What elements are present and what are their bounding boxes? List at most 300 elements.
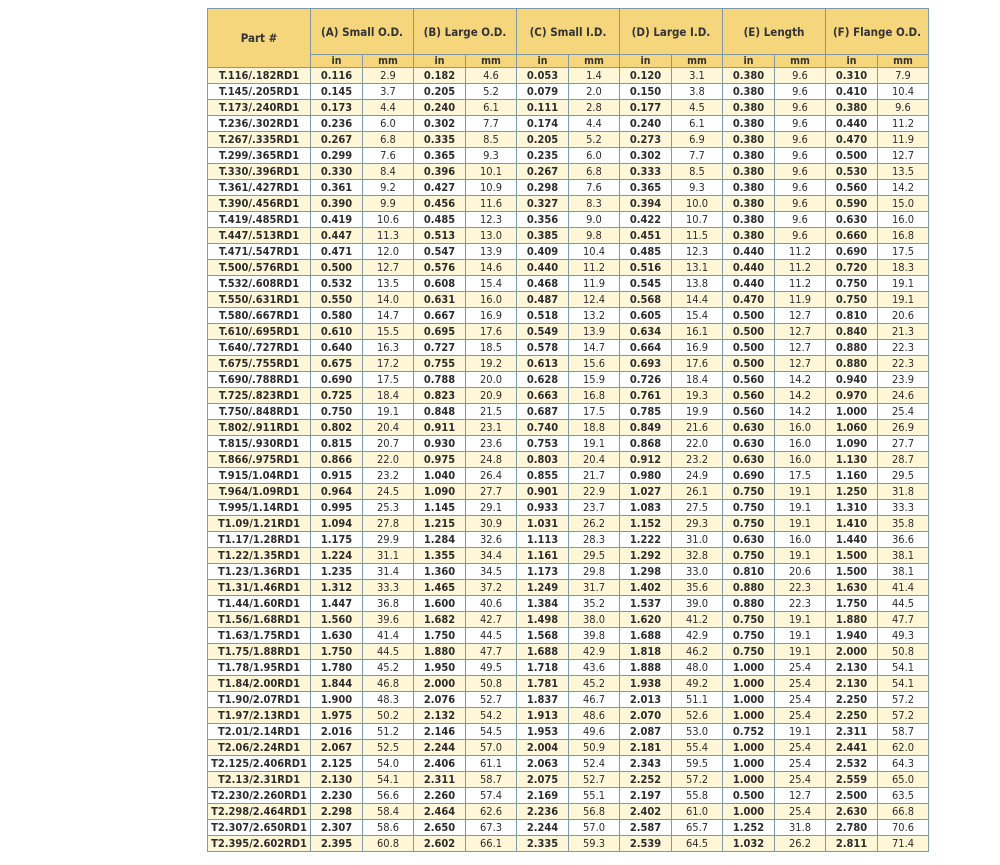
part-number-cell: T.236/.302RD1 bbox=[208, 116, 311, 132]
small-od-in-cell: 2.230 bbox=[311, 788, 363, 804]
small-od-in-cell: 2.298 bbox=[311, 804, 363, 820]
small-id-in-cell: 1.161 bbox=[517, 548, 569, 564]
large-od-in-cell: 0.302 bbox=[414, 116, 466, 132]
small-od-in-cell: 0.964 bbox=[311, 484, 363, 500]
small-od-mm-cell: 20.4 bbox=[363, 420, 414, 436]
small-od-mm-cell: 17.2 bbox=[363, 356, 414, 372]
part-number-cell: T1.84/2.00RD1 bbox=[208, 676, 311, 692]
part-number-cell: T.995/1.14RD1 bbox=[208, 500, 311, 516]
small-id-mm-cell: 15.9 bbox=[569, 372, 620, 388]
large-id-in-cell: 1.688 bbox=[620, 628, 672, 644]
large-id-in-cell: 2.587 bbox=[620, 820, 672, 836]
table-row bbox=[208, 788, 929, 804]
part-number-cell: T.145/.205RD1 bbox=[208, 84, 311, 100]
large-id-mm-cell: 59.5 bbox=[672, 756, 723, 772]
flange-od-in-cell: 2.130 bbox=[826, 660, 878, 676]
small-id-mm-cell: 52.4 bbox=[569, 756, 620, 772]
small-od-in-cell: 0.725 bbox=[311, 388, 363, 404]
table-row bbox=[208, 804, 929, 820]
flange-od-mm-cell: 16.8 bbox=[878, 228, 929, 244]
small-od-mm-cell: 31.1 bbox=[363, 548, 414, 564]
large-od-mm-cell: 7.7 bbox=[466, 116, 517, 132]
length-in-cell: 0.750 bbox=[723, 628, 775, 644]
length-in-cell: 1.000 bbox=[723, 692, 775, 708]
small-id-mm-cell: 7.6 bbox=[569, 180, 620, 196]
small-od-in-cell: 0.815 bbox=[311, 436, 363, 452]
flange-od-mm-cell: 10.4 bbox=[878, 84, 929, 100]
small-id-in-cell: 0.385 bbox=[517, 228, 569, 244]
flange-od-in-cell: 0.380 bbox=[826, 100, 878, 116]
small-od-in-cell: 1.630 bbox=[311, 628, 363, 644]
small-od-in-cell: 0.299 bbox=[311, 148, 363, 164]
length-mm-cell: 12.7 bbox=[775, 340, 826, 356]
length-mm-cell: 11.2 bbox=[775, 244, 826, 260]
large-od-mm-cell: 61.1 bbox=[466, 756, 517, 772]
large-id-in-cell: 1.152 bbox=[620, 516, 672, 532]
large-od-mm-cell: 12.3 bbox=[466, 212, 517, 228]
large-id-in-cell: 0.394 bbox=[620, 196, 672, 212]
small-od-in-cell: 0.750 bbox=[311, 404, 363, 420]
large-od-mm-cell: 13.9 bbox=[466, 244, 517, 260]
part-number-cell: T1.78/1.95RD1 bbox=[208, 660, 311, 676]
small-od-in-cell: 1.975 bbox=[311, 708, 363, 724]
small-od-in-cell: 0.550 bbox=[311, 292, 363, 308]
small-od-in-cell: 0.802 bbox=[311, 420, 363, 436]
small-od-in-cell: 2.395 bbox=[311, 836, 363, 852]
length-mm-cell: 20.6 bbox=[775, 564, 826, 580]
large-id-mm-cell: 42.9 bbox=[672, 628, 723, 644]
large-id-mm-cell: 48.0 bbox=[672, 660, 723, 676]
flange-od-in-cell: 2.811 bbox=[826, 836, 878, 852]
part-number-cell: T2.06/2.24RD1 bbox=[208, 740, 311, 756]
flange-od-mm-cell: 35.8 bbox=[878, 516, 929, 532]
small-id-mm-cell: 23.7 bbox=[569, 500, 620, 516]
length-in-cell: 0.630 bbox=[723, 532, 775, 548]
small-id-mm-cell: 6.0 bbox=[569, 148, 620, 164]
small-id-mm-cell: 59.3 bbox=[569, 836, 620, 852]
large-id-mm-cell: 27.5 bbox=[672, 500, 723, 516]
small-id-in-cell: 1.384 bbox=[517, 596, 569, 612]
length-in-cell: 1.252 bbox=[723, 820, 775, 836]
flange-od-in-cell: 1.440 bbox=[826, 532, 878, 548]
length-mm-cell: 19.1 bbox=[775, 628, 826, 644]
table-row bbox=[208, 644, 929, 660]
large-id-in-cell: 1.818 bbox=[620, 644, 672, 660]
large-id-mm-cell: 41.2 bbox=[672, 612, 723, 628]
length-mm-cell: 19.1 bbox=[775, 612, 826, 628]
large-od-in-cell: 0.975 bbox=[414, 452, 466, 468]
flange-od-mm-cell: 23.9 bbox=[878, 372, 929, 388]
length-mm-cell: 9.6 bbox=[775, 196, 826, 212]
length-mm-cell: 9.6 bbox=[775, 84, 826, 100]
large-od-mm-cell: 4.6 bbox=[466, 68, 517, 84]
small-od-mm-cell: 24.5 bbox=[363, 484, 414, 500]
large-od-in-cell: 0.335 bbox=[414, 132, 466, 148]
table-row bbox=[208, 340, 929, 356]
large-id-in-cell: 1.402 bbox=[620, 580, 672, 596]
small-id-mm-cell: 49.6 bbox=[569, 724, 620, 740]
large-od-mm-cell: 32.6 bbox=[466, 532, 517, 548]
small-id-in-cell: 2.169 bbox=[517, 788, 569, 804]
flange-od-in-cell: 2.532 bbox=[826, 756, 878, 772]
small-id-in-cell: 0.327 bbox=[517, 196, 569, 212]
small-id-mm-cell: 45.2 bbox=[569, 676, 620, 692]
small-od-in-cell: 0.500 bbox=[311, 260, 363, 276]
large-id-mm-cell: 52.6 bbox=[672, 708, 723, 724]
length-mm-cell: 14.2 bbox=[775, 404, 826, 420]
small-od-in-cell: 0.471 bbox=[311, 244, 363, 260]
flange-od-mm-cell: 18.3 bbox=[878, 260, 929, 276]
length-mm-cell: 19.1 bbox=[775, 516, 826, 532]
small-od-in-cell: 0.116 bbox=[311, 68, 363, 84]
length-mm-cell: 9.6 bbox=[775, 164, 826, 180]
flange-od-in-cell: 0.970 bbox=[826, 388, 878, 404]
large-id-in-cell: 0.664 bbox=[620, 340, 672, 356]
part-number-cell: T1.22/1.35RD1 bbox=[208, 548, 311, 564]
flange-od-mm-cell: 36.6 bbox=[878, 532, 929, 548]
length-in-cell: 0.380 bbox=[723, 228, 775, 244]
large-od-mm-cell: 47.7 bbox=[466, 644, 517, 660]
large-od-mm-cell: 10.9 bbox=[466, 180, 517, 196]
small-id-in-cell: 0.298 bbox=[517, 180, 569, 196]
length-in-cell: 0.500 bbox=[723, 340, 775, 356]
table-row bbox=[208, 100, 929, 116]
length-mm-cell: 19.1 bbox=[775, 644, 826, 660]
large-od-in-cell: 0.396 bbox=[414, 164, 466, 180]
table-row bbox=[208, 756, 929, 772]
table-row bbox=[208, 244, 929, 260]
large-id-in-cell: 2.070 bbox=[620, 708, 672, 724]
length-in-cell: 0.880 bbox=[723, 596, 775, 612]
large-id-mm-cell: 3.8 bbox=[672, 84, 723, 100]
large-od-mm-cell: 15.4 bbox=[466, 276, 517, 292]
header-part: Part # bbox=[208, 9, 311, 68]
large-id-in-cell: 1.083 bbox=[620, 500, 672, 516]
length-mm-cell: 9.6 bbox=[775, 148, 826, 164]
part-number-cell: T.116/.182RD1 bbox=[208, 68, 311, 84]
small-id-mm-cell: 21.7 bbox=[569, 468, 620, 484]
flange-od-mm-cell: 54.1 bbox=[878, 676, 929, 692]
length-mm-cell: 22.3 bbox=[775, 580, 826, 596]
large-od-in-cell: 0.576 bbox=[414, 260, 466, 276]
large-od-mm-cell: 16.0 bbox=[466, 292, 517, 308]
large-od-in-cell: 2.311 bbox=[414, 772, 466, 788]
large-od-mm-cell: 44.5 bbox=[466, 628, 517, 644]
small-id-in-cell: 0.079 bbox=[517, 84, 569, 100]
flange-od-in-cell: 1.410 bbox=[826, 516, 878, 532]
small-od-mm-cell: 11.3 bbox=[363, 228, 414, 244]
small-id-mm-cell: 48.6 bbox=[569, 708, 620, 724]
flange-od-in-cell: 0.500 bbox=[826, 148, 878, 164]
table-row bbox=[208, 708, 929, 724]
small-id-in-cell: 0.740 bbox=[517, 420, 569, 436]
flange-od-in-cell: 0.630 bbox=[826, 212, 878, 228]
small-od-mm-cell: 8.4 bbox=[363, 164, 414, 180]
small-id-in-cell: 1.173 bbox=[517, 564, 569, 580]
flange-od-in-cell: 0.590 bbox=[826, 196, 878, 212]
small-id-in-cell: 0.578 bbox=[517, 340, 569, 356]
part-number-cell: T.299/.365RD1 bbox=[208, 148, 311, 164]
small-id-in-cell: 1.498 bbox=[517, 612, 569, 628]
small-od-in-cell: 2.125 bbox=[311, 756, 363, 772]
length-mm-cell: 9.6 bbox=[775, 132, 826, 148]
length-in-cell: 0.810 bbox=[723, 564, 775, 580]
part-number-cell: T.500/.576RD1 bbox=[208, 260, 311, 276]
large-id-in-cell: 0.120 bbox=[620, 68, 672, 84]
flange-od-mm-cell: 63.5 bbox=[878, 788, 929, 804]
large-id-in-cell: 1.888 bbox=[620, 660, 672, 676]
unit-in: in bbox=[620, 55, 672, 68]
table-row bbox=[208, 68, 929, 84]
flange-od-mm-cell: 47.7 bbox=[878, 612, 929, 628]
flange-od-mm-cell: 19.1 bbox=[878, 292, 929, 308]
small-od-in-cell: 0.532 bbox=[311, 276, 363, 292]
small-od-mm-cell: 36.8 bbox=[363, 596, 414, 612]
small-id-mm-cell: 38.0 bbox=[569, 612, 620, 628]
large-od-mm-cell: 13.0 bbox=[466, 228, 517, 244]
length-in-cell: 0.380 bbox=[723, 100, 775, 116]
small-id-in-cell: 1.688 bbox=[517, 644, 569, 660]
large-od-mm-cell: 26.4 bbox=[466, 468, 517, 484]
flange-od-mm-cell: 29.5 bbox=[878, 468, 929, 484]
small-od-mm-cell: 51.2 bbox=[363, 724, 414, 740]
table-row bbox=[208, 660, 929, 676]
large-od-in-cell: 0.485 bbox=[414, 212, 466, 228]
flange-od-in-cell: 2.250 bbox=[826, 708, 878, 724]
flange-od-in-cell: 2.130 bbox=[826, 676, 878, 692]
table-row bbox=[208, 356, 929, 372]
flange-od-mm-cell: 11.2 bbox=[878, 116, 929, 132]
flange-od-mm-cell: 22.3 bbox=[878, 340, 929, 356]
table-row bbox=[208, 212, 929, 228]
small-od-mm-cell: 23.2 bbox=[363, 468, 414, 484]
small-id-mm-cell: 4.4 bbox=[569, 116, 620, 132]
large-id-in-cell: 1.938 bbox=[620, 676, 672, 692]
large-od-in-cell: 2.406 bbox=[414, 756, 466, 772]
unit-mm: mm bbox=[672, 55, 723, 68]
flange-od-mm-cell: 22.3 bbox=[878, 356, 929, 372]
large-od-mm-cell: 40.6 bbox=[466, 596, 517, 612]
large-id-in-cell: 0.273 bbox=[620, 132, 672, 148]
small-id-in-cell: 0.518 bbox=[517, 308, 569, 324]
length-in-cell: 0.500 bbox=[723, 788, 775, 804]
small-od-mm-cell: 12.7 bbox=[363, 260, 414, 276]
table-row bbox=[208, 324, 929, 340]
large-id-mm-cell: 3.1 bbox=[672, 68, 723, 84]
flange-od-mm-cell: 20.6 bbox=[878, 308, 929, 324]
length-in-cell: 0.380 bbox=[723, 180, 775, 196]
length-mm-cell: 16.0 bbox=[775, 436, 826, 452]
length-mm-cell: 14.2 bbox=[775, 388, 826, 404]
small-od-mm-cell: 22.0 bbox=[363, 452, 414, 468]
small-id-in-cell: 2.236 bbox=[517, 804, 569, 820]
part-number-cell: T2.395/2.602RD1 bbox=[208, 836, 311, 852]
length-in-cell: 0.750 bbox=[723, 516, 775, 532]
small-id-in-cell: 0.687 bbox=[517, 404, 569, 420]
small-od-mm-cell: 45.2 bbox=[363, 660, 414, 676]
large-id-mm-cell: 64.5 bbox=[672, 836, 723, 852]
small-od-in-cell: 2.016 bbox=[311, 724, 363, 740]
small-od-mm-cell: 15.5 bbox=[363, 324, 414, 340]
large-id-mm-cell: 13.8 bbox=[672, 276, 723, 292]
small-id-in-cell: 0.933 bbox=[517, 500, 569, 516]
small-id-mm-cell: 12.4 bbox=[569, 292, 620, 308]
large-od-mm-cell: 54.2 bbox=[466, 708, 517, 724]
large-id-mm-cell: 51.1 bbox=[672, 692, 723, 708]
table-row bbox=[208, 564, 929, 580]
large-id-in-cell: 0.726 bbox=[620, 372, 672, 388]
part-number-cell: T1.31/1.46RD1 bbox=[208, 580, 311, 596]
length-mm-cell: 9.6 bbox=[775, 100, 826, 116]
large-od-in-cell: 1.284 bbox=[414, 532, 466, 548]
length-in-cell: 0.380 bbox=[723, 116, 775, 132]
large-od-mm-cell: 18.5 bbox=[466, 340, 517, 356]
header-large-od: (B) Large O.D. bbox=[414, 9, 517, 55]
small-id-in-cell: 0.628 bbox=[517, 372, 569, 388]
flange-od-in-cell: 2.500 bbox=[826, 788, 878, 804]
large-od-in-cell: 2.076 bbox=[414, 692, 466, 708]
small-id-mm-cell: 39.8 bbox=[569, 628, 620, 644]
large-id-mm-cell: 17.6 bbox=[672, 356, 723, 372]
unit-in: in bbox=[311, 55, 363, 68]
small-id-mm-cell: 19.1 bbox=[569, 436, 620, 452]
length-mm-cell: 22.3 bbox=[775, 596, 826, 612]
large-id-in-cell: 1.222 bbox=[620, 532, 672, 548]
small-id-in-cell: 0.753 bbox=[517, 436, 569, 452]
flange-od-in-cell: 1.940 bbox=[826, 628, 878, 644]
part-number-cell: T.915/1.04RD1 bbox=[208, 468, 311, 484]
large-od-mm-cell: 20.0 bbox=[466, 372, 517, 388]
small-id-in-cell: 0.053 bbox=[517, 68, 569, 84]
large-id-mm-cell: 16.9 bbox=[672, 340, 723, 356]
large-od-in-cell: 0.631 bbox=[414, 292, 466, 308]
small-id-in-cell: 2.063 bbox=[517, 756, 569, 772]
large-od-in-cell: 1.215 bbox=[414, 516, 466, 532]
flange-od-in-cell: 0.410 bbox=[826, 84, 878, 100]
flange-od-mm-cell: 16.0 bbox=[878, 212, 929, 228]
length-mm-cell: 31.8 bbox=[775, 820, 826, 836]
flange-od-in-cell: 2.000 bbox=[826, 644, 878, 660]
large-od-in-cell: 0.427 bbox=[414, 180, 466, 196]
length-mm-cell: 11.2 bbox=[775, 260, 826, 276]
large-id-in-cell: 1.027 bbox=[620, 484, 672, 500]
small-od-in-cell: 0.580 bbox=[311, 308, 363, 324]
table-row bbox=[208, 468, 929, 484]
part-number-cell: T.471/.547RD1 bbox=[208, 244, 311, 260]
flange-od-in-cell: 2.780 bbox=[826, 820, 878, 836]
flange-od-in-cell: 0.530 bbox=[826, 164, 878, 180]
unit-mm: mm bbox=[466, 55, 517, 68]
large-od-in-cell: 2.464 bbox=[414, 804, 466, 820]
part-number-cell: T2.13/2.31RD1 bbox=[208, 772, 311, 788]
flange-od-in-cell: 1.500 bbox=[826, 564, 878, 580]
large-od-in-cell: 0.755 bbox=[414, 356, 466, 372]
small-od-mm-cell: 27.8 bbox=[363, 516, 414, 532]
small-od-mm-cell: 4.4 bbox=[363, 100, 414, 116]
large-od-mm-cell: 67.3 bbox=[466, 820, 517, 836]
flange-od-mm-cell: 71.4 bbox=[878, 836, 929, 852]
length-mm-cell: 11.2 bbox=[775, 276, 826, 292]
flange-od-in-cell: 2.250 bbox=[826, 692, 878, 708]
length-in-cell: 0.750 bbox=[723, 484, 775, 500]
small-id-in-cell: 1.953 bbox=[517, 724, 569, 740]
length-in-cell: 0.500 bbox=[723, 356, 775, 372]
length-in-cell: 0.560 bbox=[723, 404, 775, 420]
large-id-in-cell: 0.693 bbox=[620, 356, 672, 372]
length-in-cell: 0.470 bbox=[723, 292, 775, 308]
part-number-cell: T2.298/2.464RD1 bbox=[208, 804, 311, 820]
large-id-mm-cell: 31.0 bbox=[672, 532, 723, 548]
length-mm-cell: 25.4 bbox=[775, 804, 826, 820]
large-id-mm-cell: 9.3 bbox=[672, 180, 723, 196]
small-od-in-cell: 1.175 bbox=[311, 532, 363, 548]
table-row bbox=[208, 596, 929, 612]
large-od-in-cell: 1.950 bbox=[414, 660, 466, 676]
table-row bbox=[208, 500, 929, 516]
length-in-cell: 0.380 bbox=[723, 84, 775, 100]
flange-od-in-cell: 2.311 bbox=[826, 724, 878, 740]
large-od-mm-cell: 54.5 bbox=[466, 724, 517, 740]
flange-od-in-cell: 0.720 bbox=[826, 260, 878, 276]
flange-od-mm-cell: 33.3 bbox=[878, 500, 929, 516]
small-od-mm-cell: 39.6 bbox=[363, 612, 414, 628]
large-id-mm-cell: 21.6 bbox=[672, 420, 723, 436]
small-od-mm-cell: 12.0 bbox=[363, 244, 414, 260]
large-id-in-cell: 2.252 bbox=[620, 772, 672, 788]
large-od-mm-cell: 66.1 bbox=[466, 836, 517, 852]
small-od-in-cell: 0.866 bbox=[311, 452, 363, 468]
flange-od-mm-cell: 13.5 bbox=[878, 164, 929, 180]
flange-od-mm-cell: 26.9 bbox=[878, 420, 929, 436]
length-mm-cell: 25.4 bbox=[775, 756, 826, 772]
length-mm-cell: 25.4 bbox=[775, 708, 826, 724]
part-number-cell: T1.75/1.88RD1 bbox=[208, 644, 311, 660]
length-mm-cell: 9.6 bbox=[775, 228, 826, 244]
flange-od-mm-cell: 28.7 bbox=[878, 452, 929, 468]
large-od-mm-cell: 21.5 bbox=[466, 404, 517, 420]
small-od-in-cell: 0.447 bbox=[311, 228, 363, 244]
small-od-in-cell: 1.560 bbox=[311, 612, 363, 628]
large-od-in-cell: 2.000 bbox=[414, 676, 466, 692]
part-number-cell: T.866/.975RD1 bbox=[208, 452, 311, 468]
small-id-in-cell: 0.803 bbox=[517, 452, 569, 468]
small-id-mm-cell: 1.4 bbox=[569, 68, 620, 84]
large-id-in-cell: 0.422 bbox=[620, 212, 672, 228]
large-id-mm-cell: 7.7 bbox=[672, 148, 723, 164]
large-id-in-cell: 0.516 bbox=[620, 260, 672, 276]
flange-od-in-cell: 0.840 bbox=[826, 324, 878, 340]
part-number-cell: T.964/1.09RD1 bbox=[208, 484, 311, 500]
large-od-in-cell: 1.880 bbox=[414, 644, 466, 660]
part-number-cell: T1.23/1.36RD1 bbox=[208, 564, 311, 580]
large-id-in-cell: 0.634 bbox=[620, 324, 672, 340]
small-id-in-cell: 1.781 bbox=[517, 676, 569, 692]
large-id-in-cell: 1.537 bbox=[620, 596, 672, 612]
table-row bbox=[208, 292, 929, 308]
large-id-in-cell: 0.177 bbox=[620, 100, 672, 116]
small-od-mm-cell: 58.6 bbox=[363, 820, 414, 836]
large-id-mm-cell: 55.4 bbox=[672, 740, 723, 756]
flange-od-in-cell: 0.560 bbox=[826, 180, 878, 196]
length-mm-cell: 12.7 bbox=[775, 308, 826, 324]
small-id-mm-cell: 13.2 bbox=[569, 308, 620, 324]
flange-od-in-cell: 0.310 bbox=[826, 68, 878, 84]
large-id-mm-cell: 6.9 bbox=[672, 132, 723, 148]
part-number-cell: T.750/.848RD1 bbox=[208, 404, 311, 420]
flange-od-mm-cell: 12.7 bbox=[878, 148, 929, 164]
table-row bbox=[208, 628, 929, 644]
small-od-mm-cell: 54.0 bbox=[363, 756, 414, 772]
